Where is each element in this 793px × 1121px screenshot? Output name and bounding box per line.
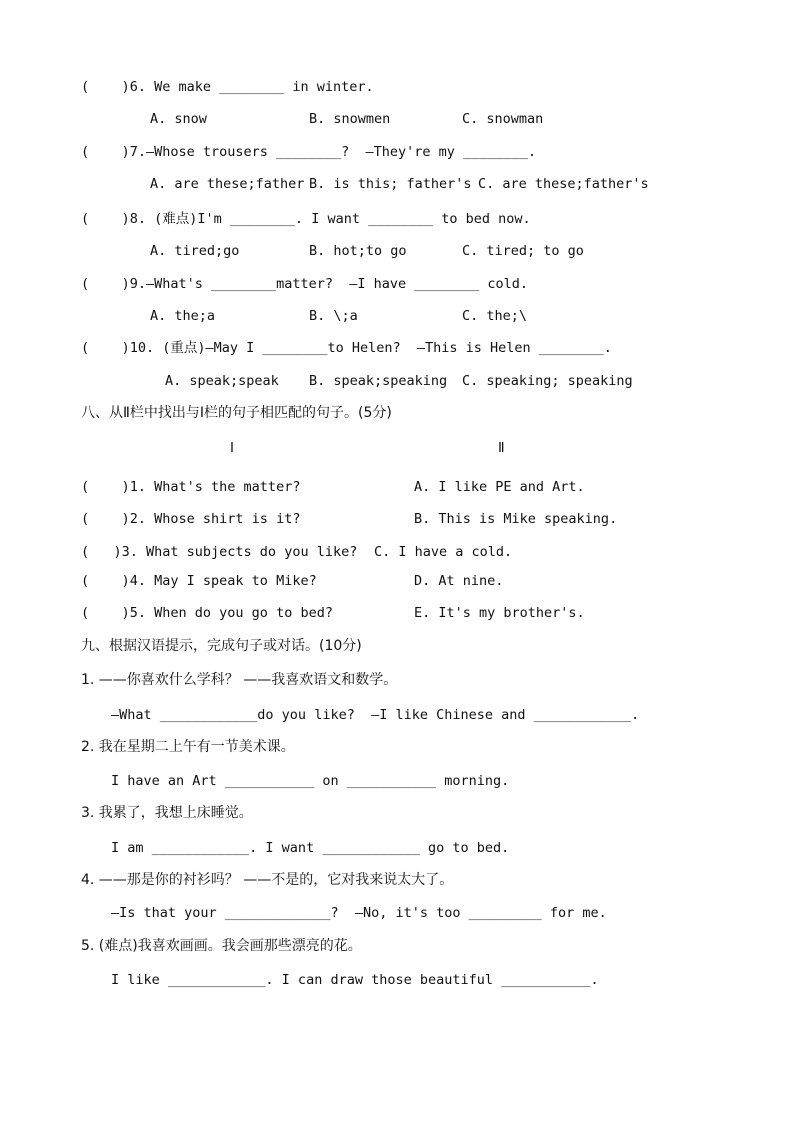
question-7-option-b: B. is this; father's bbox=[309, 176, 472, 192]
match-row-4-left: ( )4. May I speak to Mike? bbox=[81, 573, 317, 589]
translation-4-prompt: 4. ——那是你的衬衫吗？ ——不是的，它对我来说太大了。 bbox=[81, 872, 454, 888]
question-6-stem: ( )6. We make ________ in winter. bbox=[81, 79, 374, 95]
question-10-option-c: C. speaking; speaking bbox=[462, 373, 633, 389]
match-row-1-right: A. I like PE and Art. bbox=[414, 479, 585, 495]
question-7-option-a: A. are these;father bbox=[150, 176, 305, 192]
translation-5-answer: I like ____________. I can draw those beautiful ___________. bbox=[111, 972, 599, 988]
question-9-stem: ( )9.—What's ________matter? —I have ________ cold. bbox=[81, 276, 529, 292]
match-row-2-right: B. This is Mike speaking. bbox=[414, 511, 618, 527]
translation-2-answer: I have an Art ___________ on ___________ morning. bbox=[111, 773, 510, 789]
match-row-1-left: ( )1. What's the matter? bbox=[81, 479, 301, 495]
match-row-2-left: ( )2. Whose shirt is it? bbox=[81, 511, 301, 527]
column-1-header: Ⅰ bbox=[230, 440, 234, 456]
translation-3-answer: I am ____________. I want ____________ go to bed. bbox=[111, 840, 510, 856]
section-8-heading: 八、从Ⅱ栏中找出与Ⅰ栏的句子相匹配的句子。(5分) bbox=[81, 405, 392, 421]
question-6-option-c: C. snowman bbox=[462, 111, 544, 127]
question-6-option-a: A. snow bbox=[150, 111, 207, 127]
translation-5-prompt: 5. (难点)我喜欢画画。我会画那些漂亮的花。 bbox=[81, 938, 362, 954]
question-9-option-a: A. the;a bbox=[150, 308, 216, 324]
question-9-option-c: C. the;\ bbox=[462, 308, 528, 324]
match-row-5-right: E. It's my brother's. bbox=[414, 605, 585, 621]
question-10-option-a: A. speak;speak bbox=[165, 373, 279, 389]
match-row-5-left: ( )5. When do you go to bed? bbox=[81, 605, 333, 621]
question-10-option-b: B. speak;speaking bbox=[309, 373, 448, 389]
question-8-option-b: B. hot;to go bbox=[309, 243, 407, 259]
question-6-option-b: B. snowmen bbox=[309, 111, 391, 127]
question-10-stem: ( )10. (重点)—May I ________to Helen? —This is Helen ________. bbox=[81, 340, 612, 356]
question-8-option-c: C. tired; to go bbox=[462, 243, 584, 259]
translation-1-answer: —What ____________do you like? —I like Chinese and ____________. bbox=[111, 707, 640, 723]
match-row-3-right: C. I have a cold. bbox=[374, 544, 513, 560]
translation-4-answer: —Is that your _____________? —No, it's too _________ for me. bbox=[111, 905, 607, 921]
question-7-stem: ( )7.—Whose trousers ________? —They're my ________. bbox=[81, 144, 537, 160]
column-2-header: Ⅱ bbox=[498, 440, 505, 456]
section-9-heading: 九、根据汉语提示，完成句子或对话。(10分) bbox=[81, 638, 362, 654]
translation-2-prompt: 2. 我在星期二上午有一节美术课。 bbox=[81, 739, 295, 755]
question-8-option-a: A. tired;go bbox=[150, 243, 240, 259]
match-row-4-right: D. At nine. bbox=[414, 573, 504, 589]
translation-1-prompt: 1. ——你喜欢什么学科？ ——我喜欢语文和数学。 bbox=[81, 672, 398, 688]
question-9-option-b: B. \;a bbox=[309, 308, 358, 324]
question-8-stem: ( )8. (难点)I'm ________. I want ________ to bed now. bbox=[81, 211, 531, 227]
question-7-option-c: C. are these;father's bbox=[478, 176, 649, 192]
translation-3-prompt: 3. 我累了，我想上床睡觉。 bbox=[81, 805, 253, 821]
match-row-3-left: ( )3. What subjects do you like? bbox=[81, 544, 358, 560]
